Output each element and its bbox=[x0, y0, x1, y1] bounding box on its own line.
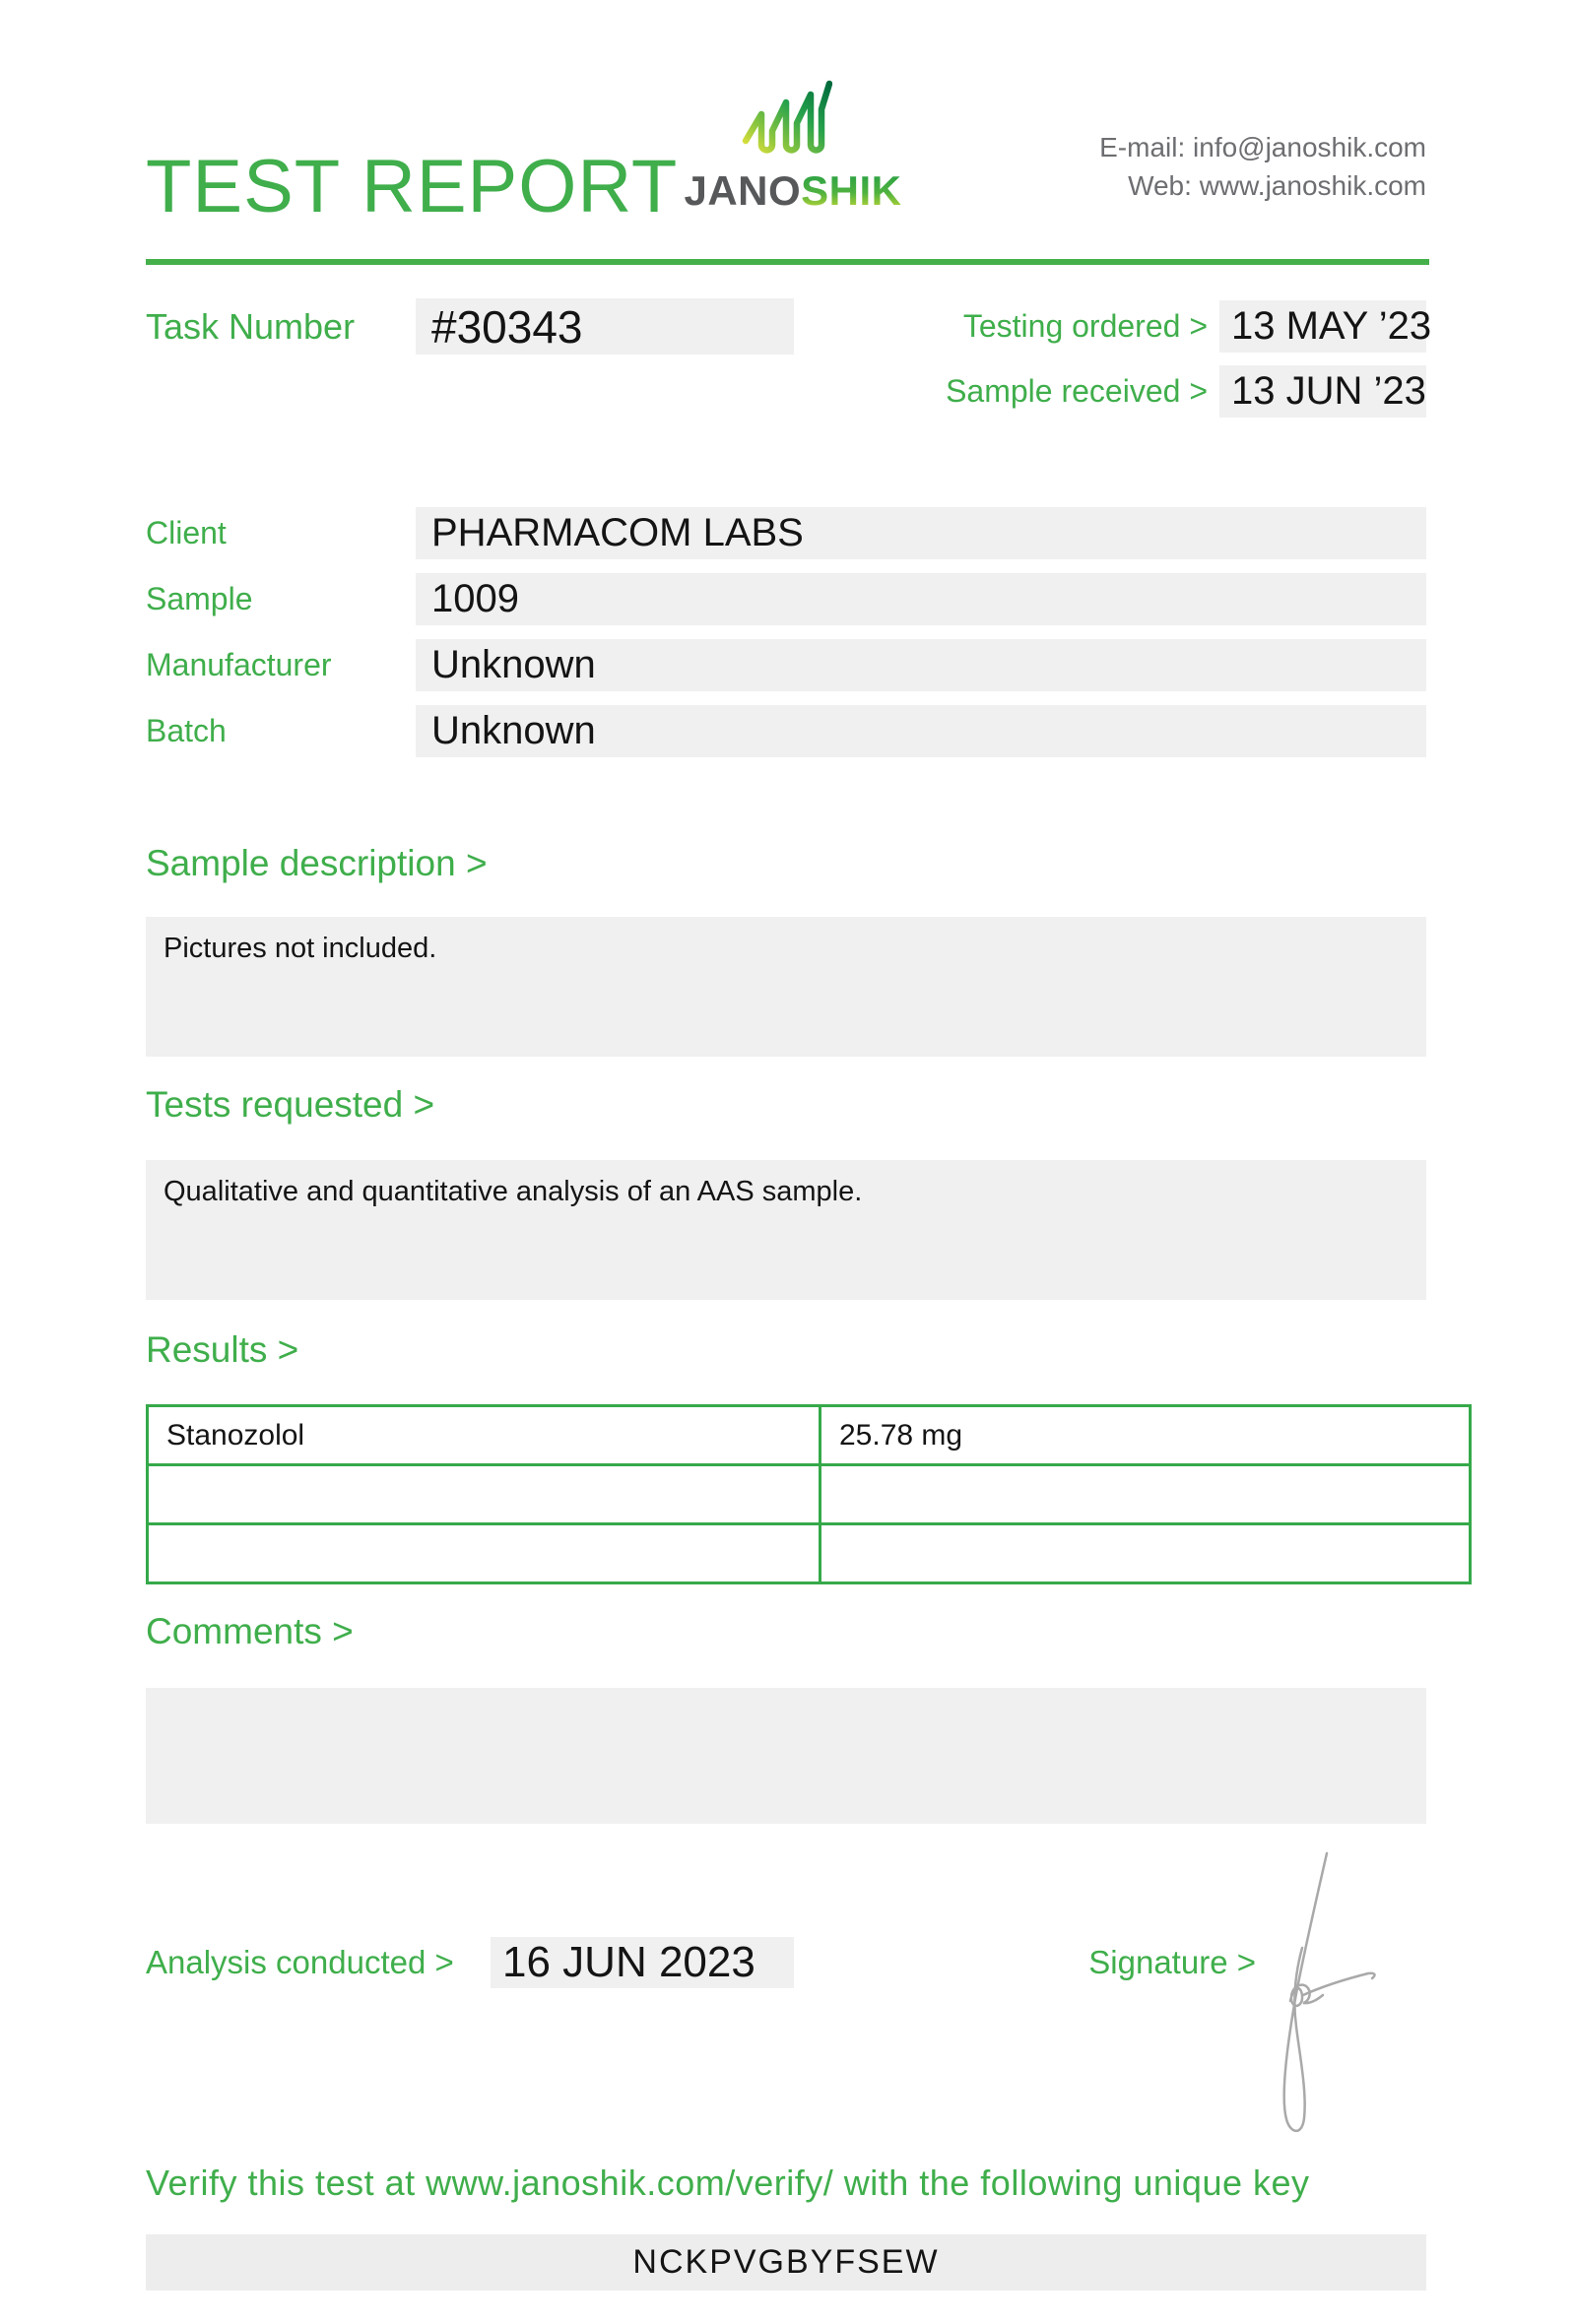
batch-label: Batch bbox=[146, 713, 227, 748]
manufacturer-value: Unknown bbox=[431, 643, 596, 686]
result-substance-cell: Stanozolol bbox=[148, 1406, 821, 1465]
analysis-date-box bbox=[491, 1937, 794, 1988]
manufacturer-label: Manufacturer bbox=[146, 647, 332, 682]
sample-value: 1009 bbox=[431, 577, 519, 620]
task-number-box bbox=[416, 298, 794, 355]
result-substance-cell bbox=[148, 1524, 821, 1583]
sample-description-heading: Sample description > bbox=[146, 843, 488, 883]
table-row bbox=[148, 1406, 1471, 1465]
task-number-value: #30343 bbox=[431, 300, 583, 353]
contact-web: Web: www.janoshik.com bbox=[1128, 170, 1426, 201]
sample-box bbox=[416, 573, 1426, 625]
table-row bbox=[148, 1465, 1471, 1524]
page-title: TEST REPORT bbox=[146, 145, 679, 228]
comments-heading: Comments > bbox=[146, 1611, 354, 1651]
results-table bbox=[146, 1404, 1472, 1584]
verify-instruction: Verify this test at www.janoshik.com/verify/ with the following unique key bbox=[146, 2163, 1310, 2203]
testing-ordered-label: Testing ordered > bbox=[962, 308, 1208, 344]
result-amount-cell: 25.78 mg bbox=[821, 1406, 1471, 1465]
sample-received-box bbox=[1219, 365, 1426, 418]
sample-description-box bbox=[146, 917, 1426, 1057]
sample-received-date: 13 JUN ’23 bbox=[1231, 369, 1426, 413]
verify-key-value: NCKPVGBYFSEW bbox=[632, 2243, 940, 2281]
result-amount-cell bbox=[821, 1465, 1471, 1524]
manufacturer-box bbox=[416, 639, 1426, 691]
logo-chart-icon bbox=[742, 79, 832, 160]
sample-description-text: Pictures not included. bbox=[164, 933, 437, 964]
signature-label: Signature > bbox=[1088, 1944, 1256, 1980]
header-divider bbox=[146, 259, 1429, 265]
task-number-label: Task Number bbox=[146, 305, 356, 347]
client-label: Client bbox=[146, 515, 227, 550]
tests-requested-text: Qualitative and quantitative analysis of an AAS sample. bbox=[164, 1176, 863, 1207]
batch-value: Unknown bbox=[431, 709, 596, 752]
tests-requested-heading: Tests requested > bbox=[146, 1084, 435, 1125]
result-amount-cell bbox=[821, 1524, 1471, 1583]
client-box bbox=[416, 507, 1426, 559]
sample-received-label: Sample received > bbox=[946, 373, 1208, 409]
comments-text bbox=[146, 1688, 1426, 1719]
verify-key-bar bbox=[146, 2234, 1426, 2291]
signature-image bbox=[1266, 1849, 1413, 2155]
contact-email: E-mail: info@janoshik.com bbox=[1099, 132, 1426, 162]
analysis-date-value: 16 JUN 2023 bbox=[502, 1938, 755, 1986]
testing-ordered-box bbox=[1219, 300, 1432, 353]
sample-label: Sample bbox=[146, 581, 253, 616]
logo-wordmark bbox=[683, 167, 903, 215]
logo-wordmark-green: SHIK bbox=[801, 167, 902, 214]
comments-box bbox=[146, 1688, 1426, 1824]
client-value: PHARMACOM LABS bbox=[431, 511, 804, 554]
analysis-conducted-label: Analysis conducted > bbox=[146, 1944, 454, 1980]
result-substance-cell bbox=[148, 1465, 821, 1524]
batch-box bbox=[416, 705, 1426, 757]
testing-ordered-date: 13 MAY ’23 bbox=[1231, 304, 1432, 348]
contact-block bbox=[1099, 128, 1426, 205]
logo-wordmark-gray: JANO bbox=[684, 167, 802, 214]
results-heading: Results > bbox=[146, 1329, 299, 1370]
tests-requested-box bbox=[146, 1160, 1426, 1300]
table-row bbox=[148, 1524, 1471, 1583]
